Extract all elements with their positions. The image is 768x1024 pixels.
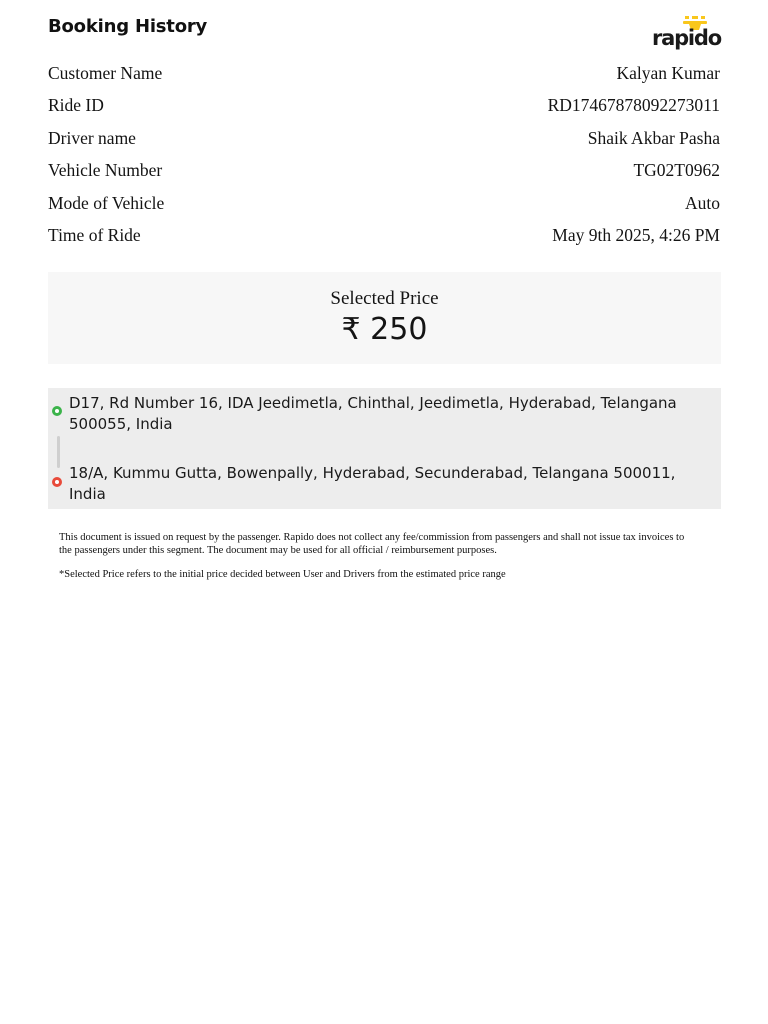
- drop-marker-icon: [52, 477, 62, 487]
- detail-value: RD17467878092273011: [547, 95, 720, 116]
- detail-row-vehicle-number: [48, 155, 720, 188]
- price-label: Selected Price: [330, 288, 439, 309]
- ride-details: [48, 57, 720, 252]
- detail-label: Time of Ride: [48, 225, 141, 246]
- detail-row-mode-of-vehicle: [48, 187, 720, 220]
- drop-address: 18/A, Kummu Gutta, Bowenpally, Hyderabad, Secunderabad, Telangana 500011, India: [69, 464, 676, 503]
- page-title: Booking History: [48, 16, 208, 37]
- price-value: ₹ 250: [341, 312, 428, 347]
- detail-label: Vehicle Number: [48, 160, 163, 181]
- route-box: [48, 388, 721, 509]
- detail-value: Kalyan Kumar: [616, 62, 720, 83]
- detail-value: Auto: [685, 192, 720, 213]
- header: [48, 14, 721, 54]
- price-footnote: *Selected Price refers to the initial price decided between User and Drivers from the estimated price range: [59, 569, 506, 580]
- detail-row-customer-name: [48, 57, 720, 90]
- detail-row-ride-id: [48, 90, 720, 123]
- detail-value: Shaik Akbar Pasha: [587, 127, 720, 148]
- notes: [59, 532, 699, 582]
- detail-value: May 9th 2025, 4:26 PM: [552, 225, 720, 246]
- detail-label: Mode of Vehicle: [48, 192, 165, 213]
- rapido-logo: [651, 16, 721, 54]
- detail-label: Ride ID: [48, 95, 104, 116]
- price-box: [48, 272, 721, 364]
- rapido-logo-text: rapido: [651, 26, 721, 50]
- detail-label: Driver name: [48, 127, 136, 148]
- route-connector: [57, 436, 60, 468]
- detail-value: TG02T0962: [633, 160, 720, 181]
- detail-label: Customer Name: [48, 62, 163, 83]
- pickup-address: D17, Rd Number 16, IDA Jeedimetla, Chinthal, Jeedimetla, Hyderabad, Telangana 500055, India: [69, 394, 677, 433]
- disclaimer-text: This document is issued on request by the passenger. Rapido does not collect any fee/commission from passengers and shall not issue tax invoices to the passengers under this segment. The document may be used for all official / reimbursement purposes.: [59, 532, 685, 556]
- detail-row-time-of-ride: [48, 220, 720, 253]
- pickup-marker-icon: [52, 406, 62, 416]
- detail-row-driver-name: [48, 122, 720, 155]
